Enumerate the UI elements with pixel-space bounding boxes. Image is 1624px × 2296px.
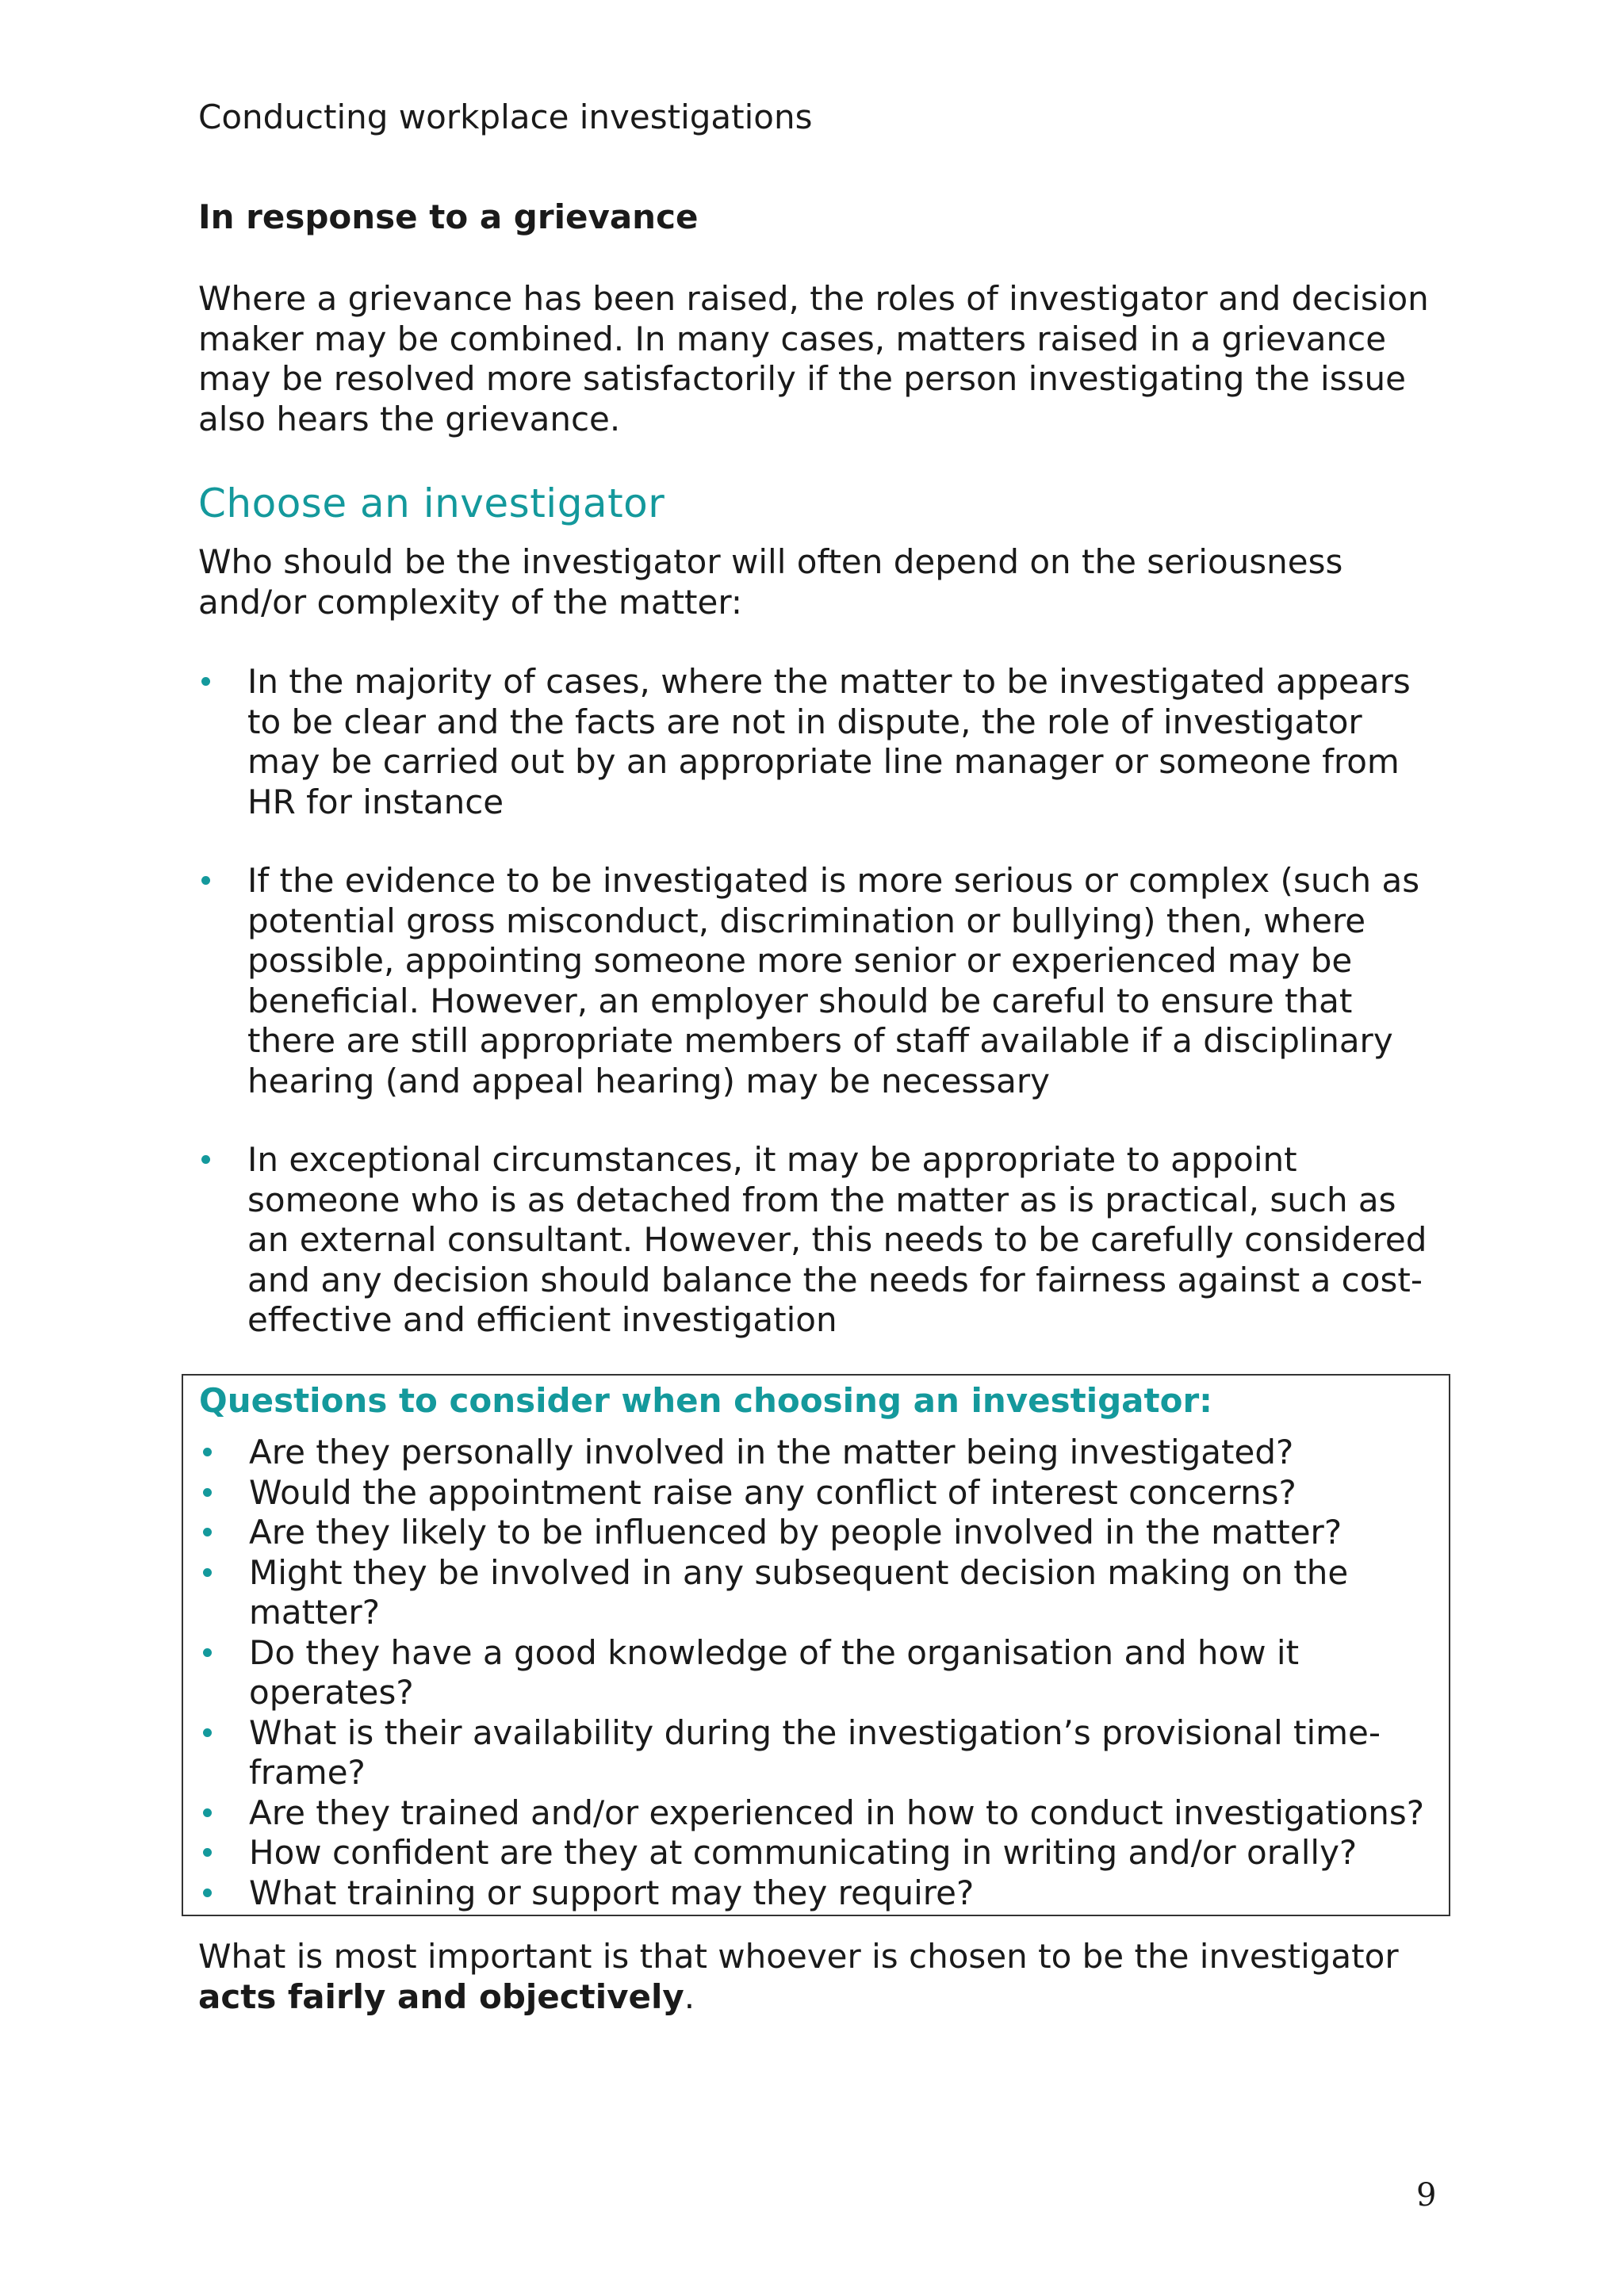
bullet-list (198, 662, 1435, 822)
question-text: Are they personally involved in the matter being investigated? (249, 1433, 1294, 1471)
list-item (198, 1140, 1435, 1341)
bullet-icon (201, 876, 210, 885)
question-item (200, 1713, 1437, 1793)
bullet-icon (203, 1848, 212, 1857)
list-item (198, 662, 1435, 822)
bullet-list (198, 1140, 1435, 1341)
closing-emphasis: acts fairly and objectively (198, 1976, 684, 2016)
closing-end: . (684, 1976, 695, 2016)
question-item (200, 1473, 1437, 1513)
closing-text: What is most important is that whoever is chosen to be the investigator (198, 1937, 1399, 1976)
question-item (200, 1433, 1437, 1473)
question-item (200, 1633, 1437, 1713)
bullet-icon (203, 1888, 212, 1897)
question-text: What is their availability during the investigation’s provisional time-frame? (249, 1712, 1381, 1792)
question-text: Might they be involved in any subsequent decision making on the matter? (249, 1552, 1349, 1632)
choose-investigator-heading: Choose an investigator (198, 480, 665, 526)
list-item (198, 861, 1435, 1101)
question-item (200, 1793, 1437, 1834)
question-item (200, 1553, 1437, 1633)
question-text: What training or support may they require? (249, 1873, 975, 1912)
bullet-icon (203, 1528, 212, 1536)
question-text: Are they trained and/or experienced in how to conduct investigations? (249, 1793, 1425, 1832)
closing-paragraph (198, 1937, 1435, 2017)
questions-box (182, 1374, 1450, 1916)
choose-intro-paragraph: Who should be the investigator will often depend on the seriousness and/or complexity of the matter: (198, 542, 1343, 622)
question-item (200, 1873, 1437, 1914)
bullet-icon (201, 677, 210, 686)
question-text: Would the appointment raise any conflict of interest concerns? (249, 1472, 1297, 1512)
bullet-icon (203, 1808, 212, 1817)
question-item (200, 1833, 1437, 1873)
bullet-icon (203, 1648, 212, 1657)
bullet-icon (203, 1488, 212, 1497)
question-item (200, 1513, 1437, 1553)
grievance-paragraph: Where a grievance has been raised, the roles of investigator and decision maker may be combined. In many cases, matters raised in a grievance may be resolved more satisfactorily if the person investigating the issue also hears the grievance. (198, 279, 1429, 438)
running-header: Conducting workplace investigations (198, 98, 813, 136)
bullet-icon (203, 1568, 212, 1577)
page-number: 9 (1416, 2177, 1437, 2214)
question-text: Do they have a good knowledge of the organisation and how it operates? (249, 1632, 1300, 1712)
bullet-icon (201, 1155, 210, 1164)
list-item-text: In exceptional circumstances, it may be appropriate to appoint someone who is as detached from the matter as is practical, such as an external consultant. However, this needs to be carefully considered and any decision should balance the needs for fairness against a cost-effective and efficient investigation (247, 1140, 1427, 1339)
question-text: Are they likely to be influenced by people involved in the matter? (249, 1513, 1342, 1552)
list-item-text: If the evidence to be investigated is more serious or complex (such as potential gross misconduct, discrimination or bullying) then, where possible, appointing someone more senior or experienced may be beneficial. However, an employer should be careful to ensure that there are still appropriate members of staff available if a disciplinary hearing (and appeal hearing) may be necessary (247, 861, 1420, 1100)
bullet-icon (203, 1728, 212, 1737)
questions-list (200, 1433, 1437, 1913)
question-text: How confident are they at communicating in writing and/or orally? (249, 1833, 1358, 1872)
list-item-text: In the majority of cases, where the matter to be investigated appears to be clear and the facts are not in dispute, the role of investigator may be carried out by an appropriate line manager or someone from HR for instance (247, 662, 1411, 821)
bullet-icon (203, 1448, 212, 1456)
bullet-list (198, 861, 1435, 1101)
questions-box-title: Questions to consider when choosing an investigator: (199, 1381, 1212, 1420)
grievance-heading: In response to a grievance (198, 197, 699, 236)
